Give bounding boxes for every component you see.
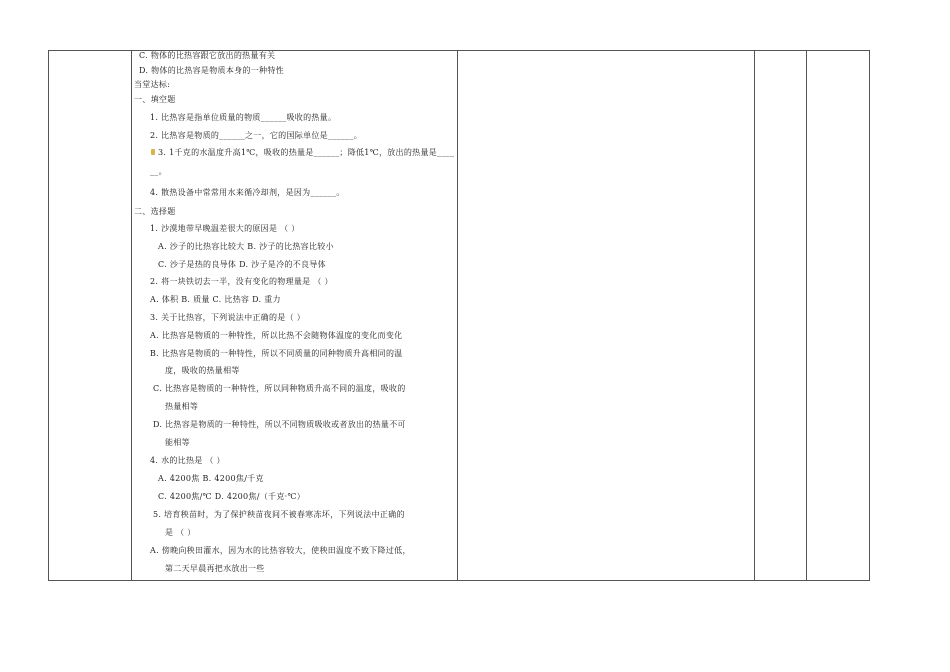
- question-line: 2. 将一块铁切去一半，没有变化的物理量是 （ ）: [150, 277, 333, 286]
- option-line: 热量相等: [165, 402, 199, 411]
- section-heading: 二、选择题: [134, 207, 176, 216]
- option-line: A. 4200焦 B. 4200焦/千克: [158, 474, 264, 483]
- option-line: B. 比热容是物质的一种特性，所以不同质量的同种物质升高相同的温: [150, 349, 403, 358]
- option-line: A. 傍晚向秧田灌水，因为水的比热容较大，使秧田温度不致下降过低，: [150, 546, 411, 555]
- option-line: 能相等: [165, 438, 190, 447]
- question-line: 1. 沙漠地带早晚温差很大的原因是 （ ）: [150, 224, 300, 233]
- question-line: 5. 培育秧苗时，为了保护秧苗夜间不被春寒冻坏，下列说法中正确的: [153, 510, 405, 519]
- question-line: 4. 水的比热是 （ ）: [150, 456, 225, 465]
- option-line: A. 比热容是物质的一种特性，所以比热不会随物体温度的变化而变化: [150, 331, 403, 340]
- option-line: C. 比热容是物质的一种特性，所以同种物质升高不同的温度，吸收的: [153, 384, 406, 393]
- option-line: 度，吸收的热量相等: [165, 366, 240, 375]
- section-heading: 当堂达标:: [134, 80, 171, 89]
- option-line: A. 沙子的比热容比较大 B. 沙子的比热容比较小: [158, 242, 334, 251]
- question-line: 是 （ ）: [165, 528, 196, 537]
- question-line: 1. 比热容是指单位质量的物质______吸收的热量。: [150, 113, 337, 122]
- option-d-line: D. 物体的比热容是物质本身的一种特性: [139, 66, 284, 75]
- option-line: C. 沙子是热的良导体 D. 沙子是冷的不良导体: [158, 260, 326, 269]
- option-line: 第二天早晨再把水放出一些: [165, 564, 265, 573]
- section-heading: 一、填空题: [134, 95, 176, 104]
- option-line: A. 体积 B. 质量 C. 比热容 D. 重力: [150, 295, 281, 304]
- option-line: D. 比热容是物质的一种特性，所以不同物质吸收或者放出的热量不可: [153, 420, 406, 429]
- question-line: __。: [150, 167, 167, 176]
- question-line: 2. 比热容是物质的______之一，它的国际单位是______。: [150, 131, 363, 140]
- question-line: 3. 关于比热容，下列说法中正确的是（ ）: [150, 313, 306, 322]
- option-line: C. 4200焦/℃ D. 4200焦/（千克·℃）: [158, 492, 306, 501]
- question-line: 4. 散热设备中常常用水来循冷却剂，是因为______。: [150, 188, 345, 197]
- option-c-line: C. 物体的比热容跟它放出的热量有关: [139, 51, 276, 60]
- question-line: 3. 1千克的水温度升高1℃，吸收的热量是______；降低1℃，放出的热量是____: [158, 148, 455, 157]
